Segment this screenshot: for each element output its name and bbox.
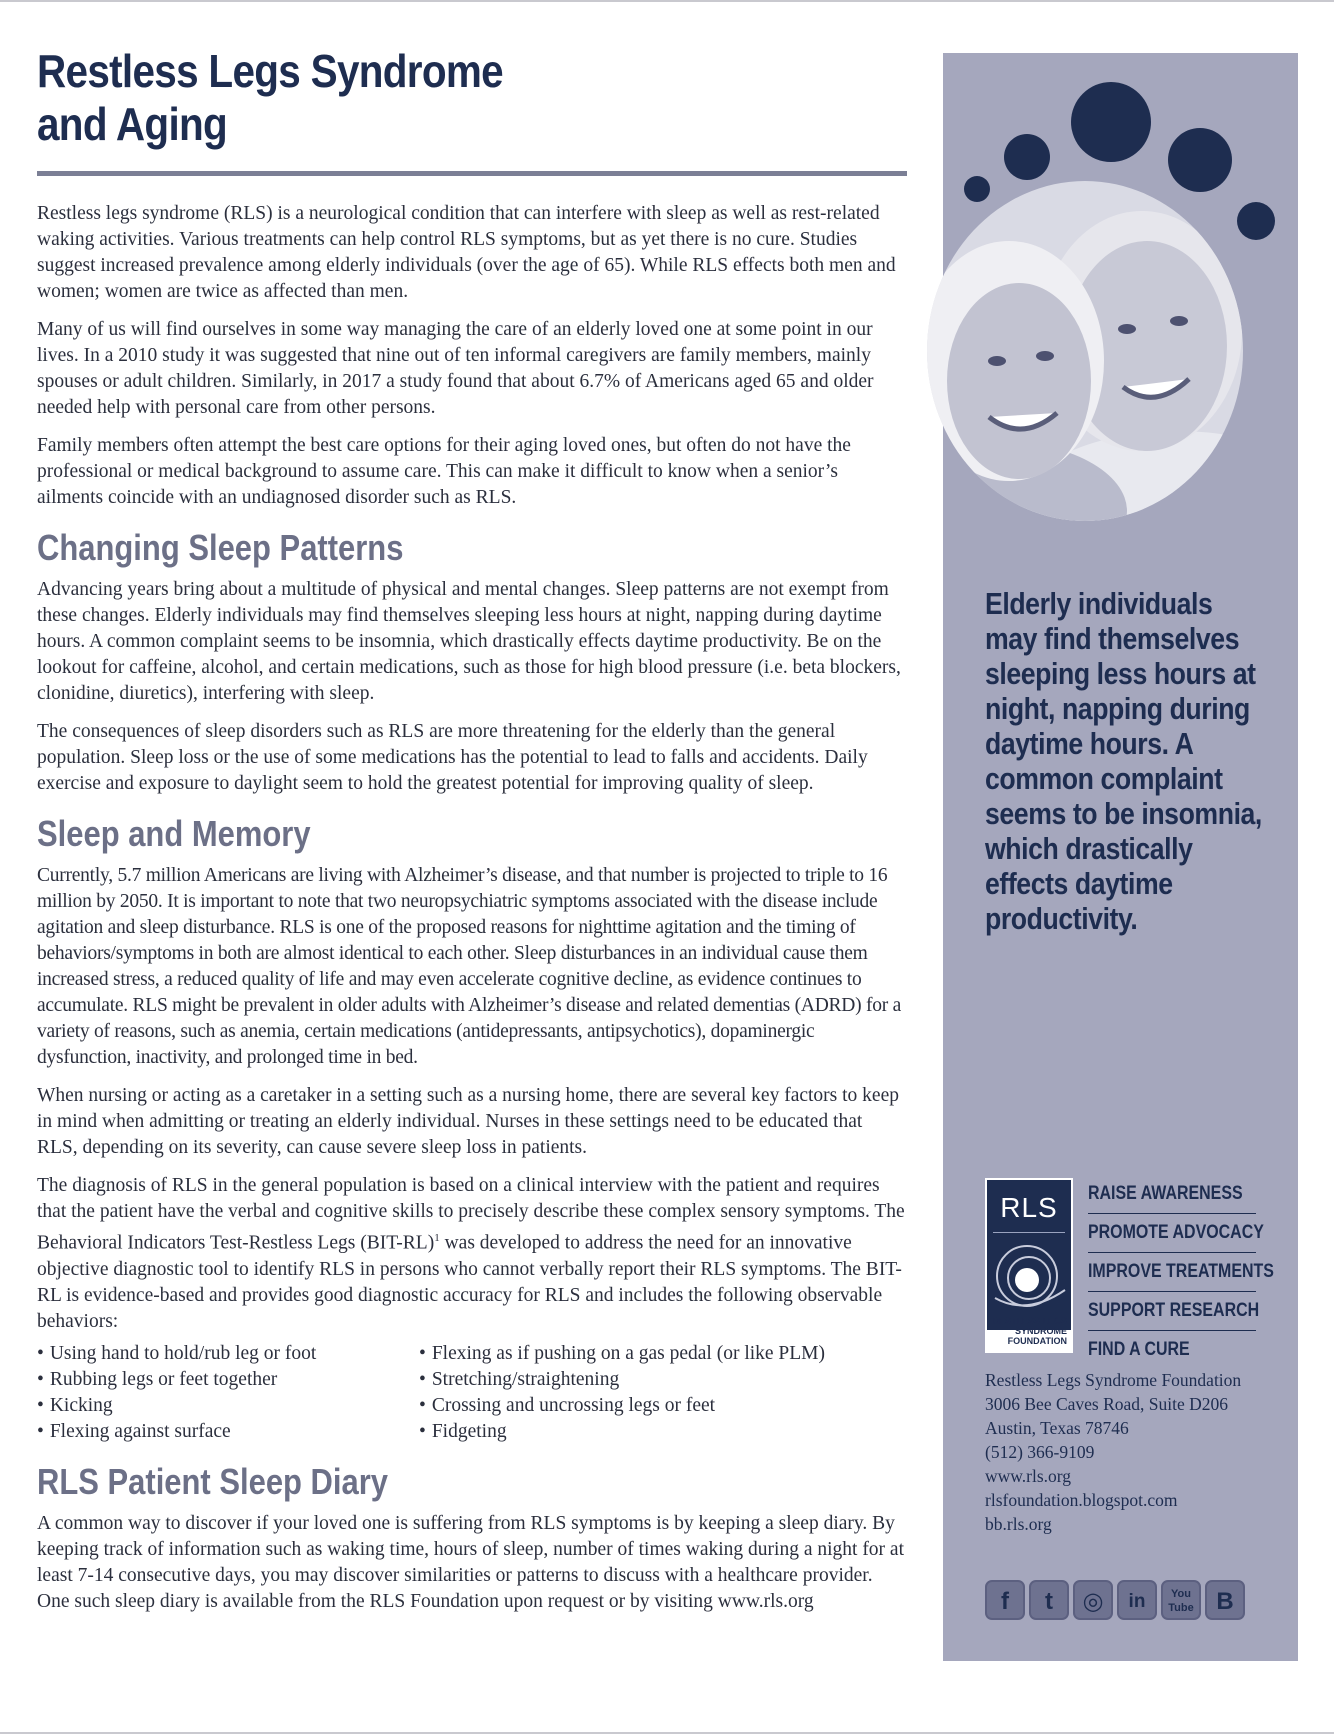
instagram-icon[interactable]: ◎ (1073, 1580, 1113, 1620)
list-item: • Stretching/straightening (419, 1367, 825, 1393)
mission-item (1088, 1331, 1256, 1370)
dot-small (1237, 202, 1275, 240)
youtube-icon[interactable]: You Tube (1161, 1580, 1201, 1620)
title-line-2: and Aging (37, 98, 228, 150)
memory-paragraph: When nursing or acting as a caretaker in a setting such as a nursing home, there are several key factors to keep in mind when admitting or treating an elderly individual. Nurses in these settings need to be educated that RLS, depending on its severity, can cause severe sleep loss in patients. (37, 1085, 899, 1158)
memory-paragraph: Currently, 5.7 million Americans are living with Alzheimer’s disease, and that number is projected to triple to 16 million by 2050. It is important to note that two neuropsychiatric symptoms associated with the disease include agitation and sleep disturbance. RLS is one of the proposed reasons for nighttime agitation and the timing of behaviors/symptoms in both are almost identical to each other. Sleep disturbances in an individual cause them increased stress, a reduced quality of life and may even accelerate cognitive decline, as evidence continues to accumulate. RLS might be prevalent in older adults with Alzheimer’s disease and related dementias (ADRD) for a variety of reasons, such as anemia, certain medications (antidepressants, antipsychotics), dopaminergic dysfunction, inactivity, and prolonged time in bed. (37, 865, 901, 1068)
intro-paragraph: Family members often attempt the best care options for their aging loved ones, but often do not have the professional or medical background to assume care. This can make it difficult to know when a senior’s ailments coincide with an undiagnosed disorder such as RLS. (37, 435, 851, 508)
title-line-1: Restless Legs Syndrome (37, 45, 503, 97)
main-column (37, 45, 907, 1627)
page-bottom-border (0, 1732, 1334, 1734)
behaviors-column-1 (37, 1341, 419, 1445)
mission-item (1088, 1214, 1264, 1253)
dot-large (1071, 82, 1151, 162)
mission-item-label: PROMOTE ADVOCACY (1088, 1222, 1264, 1243)
sleep-patterns-paragraph: Advancing years bring about a multitude of physical and mental changes. Sleep patterns are not exempt from these changes. Elderly individuals may find themselves sleeping less hours at night, napping during daytime hours. A common complaint seems to be insomnia, which drastically effects daytime productivity. Be on the lookout for caffeine, alcohol, and certain medications, such as those for high blood pressure (i.e. beta blockers, clonidine, diuretics), interfering with sleep. (37, 579, 901, 704)
twitter-icon[interactable]: t (1029, 1580, 1069, 1620)
sleep-diary-paragraph: A common way to discover if your loved one is suffering from RLS symptoms is by keeping a sleep diary. By keeping track of information such as waking time, hours of sleep, number of times waking during a night for at least 7-14 consecutive days, you may discover similarities or patterns to discuss with a healthcare provider. One such sleep diary is available from the RLS Foundation upon request or by visiting www.rls.org (37, 1512, 904, 1612)
page-top-border (0, 0, 1334, 2)
rls-foundation-logo (985, 1178, 1073, 1353)
photo-illustration (927, 181, 1243, 521)
logo-rls-text: RLS (1000, 1192, 1058, 1223)
mission-list (1088, 1175, 1274, 1370)
mission-item-label: IMPROVE TREATMENTS (1088, 1261, 1274, 1282)
facebook-icon[interactable]: f (985, 1580, 1025, 1620)
behaviors-column-2 (419, 1341, 825, 1445)
mission-item (1088, 1292, 1260, 1331)
list-item: • Rubbing legs or feet together (37, 1367, 419, 1393)
mission-item-label: SUPPORT RESEARCH (1088, 1300, 1260, 1321)
list-item: • Fidgeting (419, 1419, 825, 1445)
bulletin-board-link[interactable]: bb.rls.org (985, 1514, 1052, 1534)
blogger-icon[interactable]: B (1205, 1580, 1245, 1620)
list-item: • Flexing against surface (37, 1419, 419, 1445)
pull-quote: Elderly individuals may find themselves sleeping less hours at night, napping during daytime hours. A common complaint seems to be insomnia, which drastically effects daytime productivity. (985, 586, 1262, 936)
footnote-marker: 1 (434, 1232, 440, 1244)
heading-sleep-diary: RLS Patient Sleep Diary (37, 1460, 389, 1502)
page-title (37, 45, 565, 151)
list-item: • Using hand to hold/rub leg or foot (37, 1341, 419, 1367)
mission-item-label: FIND A CURE (1088, 1339, 1190, 1360)
intro-paragraph: Many of us will find ourselves in some way managing the care of an elderly loved one at some point in our lives. In a 2010 study it was suggested that nine out of ten informal caregivers are family members, mainly spouses or adult children. Similarly, in 2017 a study found that about 6.7% of Americans aged 65 and older needed help with personal care from other persons. (37, 319, 874, 418)
list-item: • Crossing and uncrossing legs or feet (419, 1393, 825, 1419)
title-divider (37, 171, 907, 176)
dot-small (1004, 134, 1050, 180)
dot-tiny (964, 176, 990, 202)
linkedin-icon[interactable]: in (1117, 1580, 1157, 1620)
dot-medium (1168, 128, 1232, 192)
list-item: • Kicking (37, 1393, 419, 1419)
logo-swirl-icon (987, 1238, 1071, 1318)
blog-link[interactable]: rlsfoundation.blogspot.com (985, 1490, 1178, 1510)
org-name: Restless Legs Syndrome Foundation (985, 1370, 1242, 1390)
sleep-patterns-paragraph: The consequences of sleep disorders such as RLS are more threatening for the elderly than the general population. Sleep loss or the use of some medications has the potential to lead to falls and accidents. Daily exercise and exposure to daylight seem to hold the greatest potential for improving quality of sleep. (37, 721, 868, 794)
logo-mark (987, 1180, 1071, 1330)
elderly-couple-photo (927, 181, 1243, 521)
phone-number: (512) 366-9109 (985, 1442, 1095, 1462)
social-icons (985, 1580, 1245, 1620)
heading-sleep-and-memory: Sleep and Memory (37, 813, 311, 854)
website-link[interactable]: www.rls.org (985, 1466, 1072, 1486)
contact-info (985, 1368, 1285, 1536)
heading-changing-sleep-patterns: Changing Sleep Patterns (37, 527, 404, 568)
mission-item (1088, 1253, 1274, 1292)
bitrl-paragraph (37, 1173, 907, 1335)
mission-item (1088, 1175, 1256, 1214)
sidebar (943, 53, 1298, 1661)
logo-foundation-name: RESTLESS LEGS SYNDROME FOUNDATION (992, 1316, 1067, 1346)
observable-behaviors-list (37, 1341, 907, 1445)
list-item: • Flexing as if pushing on a gas pedal (or like PLM) (419, 1341, 825, 1367)
intro-paragraph: Restless legs syndrome (RLS) is a neurological condition that can interfere with sleep as well as rest-related waking activities. Various treatments can help control RLS symptoms, but as yet there is no cure. Studies suggest increased prevalence among elderly individuals (over the age of 65). While RLS effects both men and women; women are twice as affected than men. (37, 203, 896, 302)
city-state-zip: Austin, Texas 78746 (985, 1418, 1129, 1438)
logo-divider (993, 1232, 1065, 1233)
street-address: 3006 Bee Caves Road, Suite D206 (985, 1394, 1229, 1414)
bitrl-text-start: The diagnosis of RLS in the general population is based on a clinical interview with the patient and requires that the patient have the verbal and cognitive skills to precisely describe these complex sensory symptoms. The Behavioral Indicators Test-Restless Legs (BIT-RL) (37, 1175, 905, 1254)
bitrl-text-end: was developed to address the need for an innovative objective diagnostic tool to identify RLS in persons who cannot verbally report their RLS symptoms. The BIT-RL is evidence-based and provides good diagnostic accuracy for RLS and includes the following observable behaviors: (37, 1232, 902, 1332)
mission-item-label: RAISE AWARENESS (1088, 1183, 1243, 1204)
